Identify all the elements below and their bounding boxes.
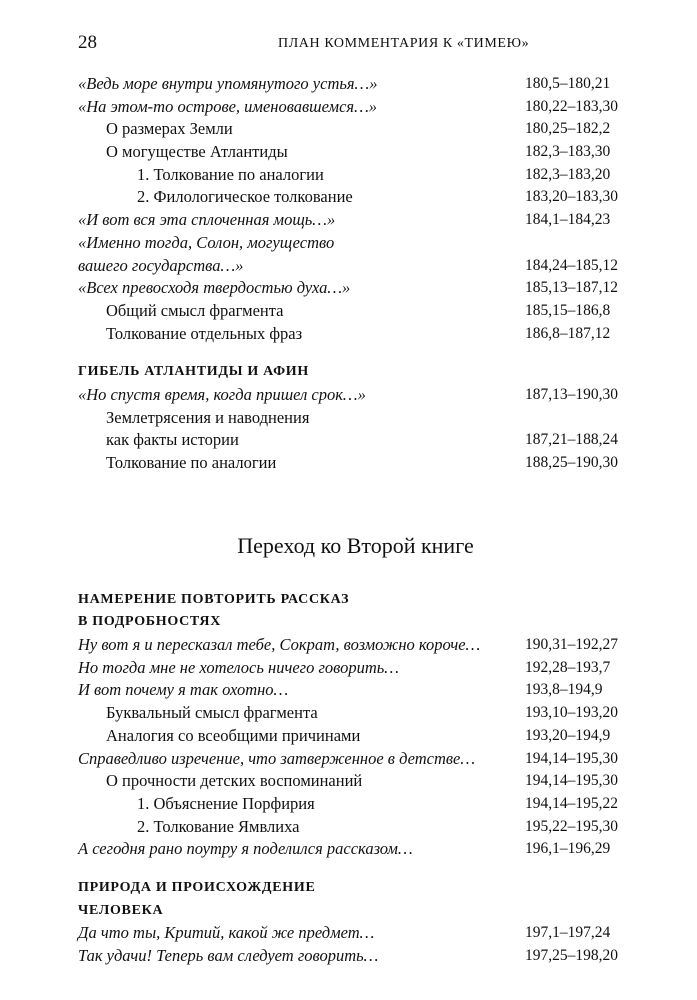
entry-reference: 195,22–195,30 [525,817,618,835]
toc-entry [78,255,633,278]
entry-title: О могуществе Атлантиды [106,142,288,162]
toc-entry [78,452,633,475]
entry-title: Толкование по аналогии [106,453,277,472]
entry-title: О размерах Земли [106,119,233,139]
entry-reference: 197,25–198,20 [525,947,618,964]
entry-title: Аналогия со всеобщими причинами [106,725,361,745]
entry-reference: 194,14–195,22 [525,794,618,812]
entry-reference: 183,20–183,30 [525,188,618,206]
entry-reference: 194,14–195,30 [525,772,618,790]
entry-title: И вот почему я так охотно… [78,680,289,700]
toc-entry [78,232,633,255]
entry-reference: 193,20–194,9 [525,726,611,744]
toc-entry [78,141,633,164]
entry-title: 1. Толкование по аналогии [137,164,324,184]
table-of-contents [78,73,633,968]
entry-title: Землетрясения и наводнения [106,407,310,427]
entry-title: Справедливо изречение, что затверженное в детстве… [78,748,476,768]
toc-entry [78,634,633,657]
entry-reference: 184,1–184,23 [525,211,611,229]
entry-title: вашего государства…» [78,255,244,275]
section-heading: ЧЕЛОВЕКА [78,902,164,918]
toc-entry [78,679,633,702]
entry-title: «Всех превосходя твердостью духа…» [78,278,351,298]
toc-entry [78,300,633,323]
page-header [78,32,627,56]
entry-title: Так удачи! Теперь вам следует говорить… [78,946,379,965]
section-heading: ГИБЕЛЬ АТЛАНТИДЫ И АФИН [78,364,309,380]
toc-entry [78,770,633,793]
toc-entry [78,209,633,232]
entry-title: Толкование отдельных фраз [106,323,303,343]
section-heading: ПРИРОДА И ПРОИСХОЖДЕНИЕ [78,879,316,895]
entry-title: «Именно тогда, Солон, могущество [78,232,335,252]
toc-entry [78,407,633,430]
toc-entry [78,429,633,452]
entry-reference: 188,25–190,30 [525,454,618,471]
part-title: Переход ко Второй книге [237,532,474,558]
entry-title: Буквальный смысл фрагмента [106,703,318,723]
entry-title: Общий смысл фрагмента [106,300,284,320]
entry-reference: 186,8–187,12 [525,324,611,342]
page-number: 28 [78,32,97,53]
entry-reference: 187,21–188,24 [525,431,618,449]
entry-title: Ну вот я и пересказал тебе, Сократ, возможно короче… [78,635,481,655]
entry-title: О прочности детских воспоминаний [106,771,363,791]
toc-entry [78,96,633,119]
entry-reference: 187,13–190,30 [525,385,618,403]
entry-title: как факты истории [106,430,239,450]
toc-entry [78,945,633,968]
entry-reference: 180,25–182,2 [525,120,611,138]
entry-reference: 182,3–183,30 [525,143,611,161]
entry-title: «На этом-то острове, именовавшемся…» [78,96,377,116]
entry-reference: 193,10–193,20 [525,704,618,722]
running-head: ПЛАН КОММЕНТАРИЯ К «ТИМЕЮ» [278,36,530,51]
entry-title: Да что ты, Критий, какой же предмет… [78,923,375,943]
toc-entry [78,277,633,300]
entry-title: Но тогда мне не хотелось ничего говорить… [78,657,399,677]
section-heading: В ПОДРОБНОСТЯХ [78,614,222,630]
section-heading: НАМЕРЕНИЕ ПОВТОРИТЬ РАССКАЗ [78,591,350,607]
entry-title: 2. Филологическое толкование [137,187,353,207]
entry-reference: 180,22–183,30 [525,97,618,115]
toc-entry [78,725,633,748]
toc-entry [78,164,633,187]
entry-reference: 185,15–186,8 [525,301,611,319]
toc-entry [78,384,633,407]
entry-reference: 182,3–183,20 [525,165,611,183]
toc-entry [78,73,633,96]
toc-entry [78,922,633,945]
entry-reference: 194,14–195,30 [525,749,618,767]
entry-reference: 193,8–194,9 [525,681,603,699]
toc-entry [78,702,633,725]
entry-title: «И вот вся эта сплоченная мощь…» [78,210,336,230]
toc-entry [78,657,633,680]
toc-entry [78,816,633,839]
toc-entry [78,118,633,141]
toc-entry [78,748,633,771]
toc-entry [78,793,633,816]
toc-entry [78,186,633,209]
entry-title: «Но спустя время, когда пришел срок…» [78,384,366,404]
entry-title: 2. Толкование Ямвлиха [137,816,300,836]
toc-entry [78,838,633,861]
entry-reference: 185,13–187,12 [525,279,618,297]
toc-entry [78,323,633,346]
entry-reference: 192,28–193,7 [525,658,611,676]
entry-reference: 180,5–180,21 [525,75,611,92]
entry-reference: 196,1–196,29 [525,840,611,858]
entry-reference: 197,1–197,24 [525,924,611,942]
entry-title: 1. Объяснение Порфирия [137,793,315,813]
entry-reference: 184,24–185,12 [525,256,618,274]
entry-title: А сегодня рано поутру я поделился рассказом… [78,839,413,859]
entry-reference: 190,31–192,27 [525,636,618,654]
entry-title: «Ведь море внутри упомянутого устья…» [78,74,378,93]
